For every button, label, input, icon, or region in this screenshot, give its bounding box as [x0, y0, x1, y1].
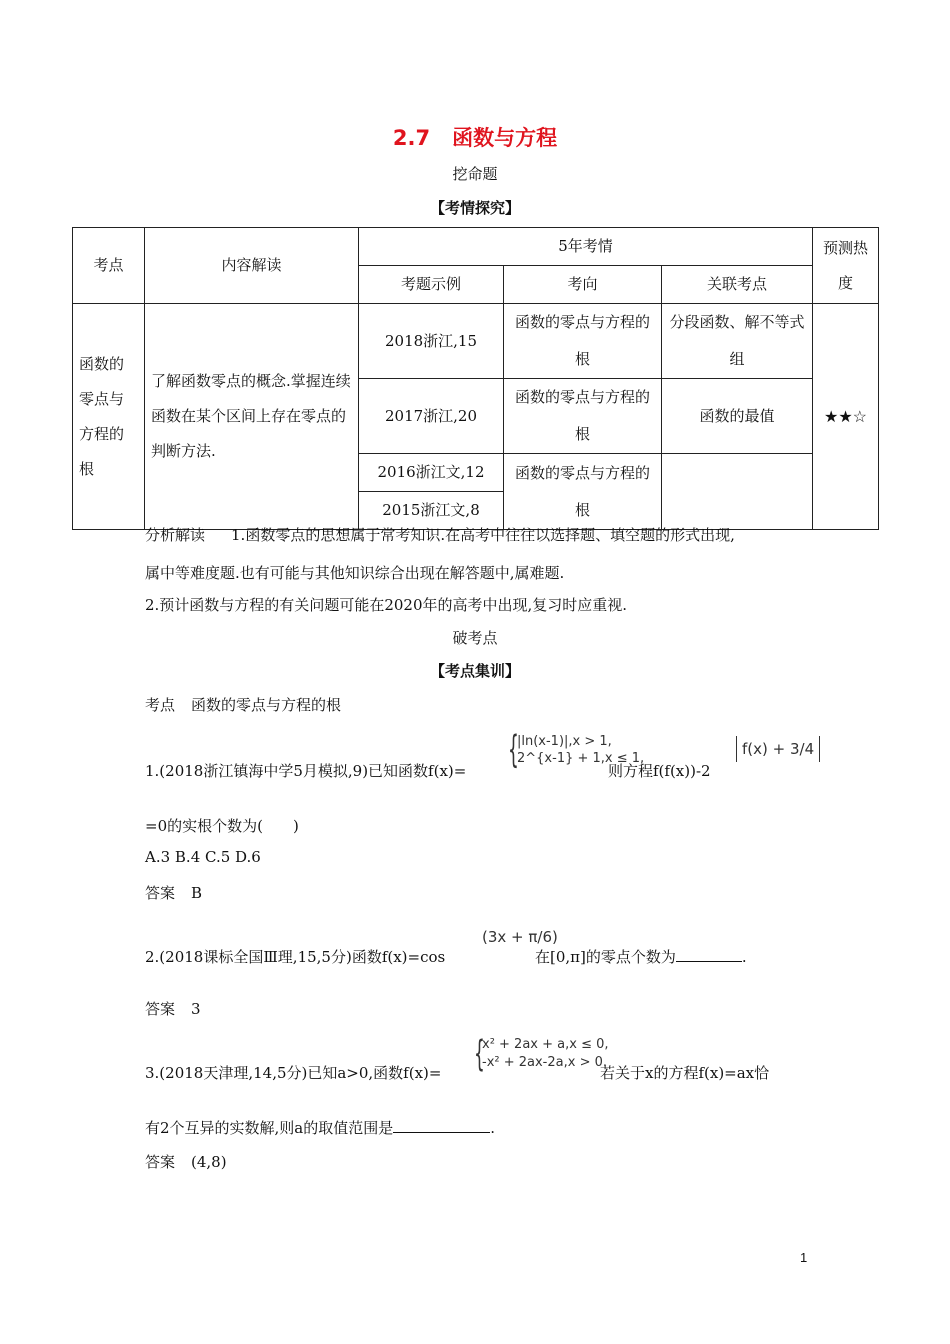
cell-kaoxiang-3: 函数的零点与方程的根 — [504, 454, 662, 530]
page-title — [0, 122, 950, 152]
q2-blank — [676, 947, 742, 962]
q3-answer — [145, 1151, 227, 1172]
q2-stem-pre: 2.(2018课标全国Ⅲ理,15,5分)函数f(x)=cos — [145, 948, 446, 966]
cell-neirong: 了解函数零点的概念.掌握连续函数在某个区间上存在零点的判断方法. — [145, 304, 359, 530]
q3-brace: { — [474, 1034, 485, 1076]
cell-kaoxiang-2: 函数的零点与方程的根 — [504, 379, 662, 454]
q2-answer-label: 答案 — [145, 1000, 176, 1018]
q2-stem-post-text: 在[0,π]的零点个数为 — [535, 948, 676, 966]
header-5nian: 5年考情 — [359, 228, 813, 266]
title-number: 2.7 — [392, 126, 431, 150]
analysis-label: 分析解读 — [145, 526, 206, 544]
kaodian-label: 考点 — [145, 696, 176, 714]
analysis-line-3: 2.预计函数与方程的有关问题可能在2020年的高考中出现,复习时应重视. — [145, 596, 628, 614]
kaodian-line — [145, 694, 341, 715]
q3-stem-post: 若关于x的方程f(x)=ax恰 — [600, 1064, 770, 1082]
page-number: 1 — [800, 1250, 808, 1265]
kaodian-text: 函数的零点与方程的根 — [191, 696, 342, 714]
q1-stem-line2: =0的实根个数为( ) — [145, 817, 299, 835]
q3-answer-label: 答案 — [145, 1153, 176, 1171]
q1-answer-value: B — [191, 884, 203, 902]
q2-stem-end: . — [741, 948, 747, 966]
q1-case-2: 2^{x-1} + 1,x ≤ 1, — [517, 751, 645, 766]
title-text: 函数与方程 — [452, 126, 558, 150]
q3-piecewise — [482, 1036, 609, 1072]
cell-shili-1: 2018浙江,15 — [359, 304, 504, 379]
cell-guanlian-1: 分段函数、解不等式组 — [662, 304, 813, 379]
cell-guanlian-3 — [662, 454, 813, 530]
header-kaodian: 考点 — [73, 228, 145, 304]
bracket-heading-kaoqing: 【考情探究】 — [429, 199, 520, 217]
cell-shili-4: 2015浙江文,8 — [359, 492, 504, 530]
q3-stem-pre: 3.(2018天津理,14,5分)已知a>0,函数f(x)= — [145, 1064, 442, 1082]
q2-stem-post — [535, 946, 747, 967]
q2-stem — [145, 946, 445, 967]
analysis-line-2: 属中等难度题.也有可能与其他知识综合出现在解答题中,属难题. — [145, 564, 565, 582]
q3-stem-line2-text: 有2个互异的实数解,则a的取值范围是 — [145, 1119, 394, 1137]
cell-kaodian: 函数的零点与方程的根 — [73, 304, 145, 530]
q1-answer-label: 答案 — [145, 884, 176, 902]
header-neirong: 内容解读 — [145, 228, 359, 304]
header-kaoxiang: 考向 — [504, 266, 662, 304]
q3-case-1: x² + 2ax + a,x ≤ 0, — [482, 1037, 609, 1052]
q3-answer-value: (4,8) — [191, 1153, 227, 1171]
q3-blank — [393, 1118, 490, 1133]
q3-stem-end: . — [490, 1119, 496, 1137]
header-shili: 考题示例 — [359, 266, 504, 304]
q1-brace: { — [508, 729, 519, 773]
analysis-line-1 — [145, 524, 735, 545]
q1-answer — [145, 882, 202, 903]
q1-stem-mid: 则方程f(f(x))-2 — [608, 762, 711, 780]
section-heading-wamingti: 挖命题 — [452, 165, 498, 183]
cell-guanlian-2: 函数的最值 — [662, 379, 813, 454]
q2-answer — [145, 998, 201, 1019]
kaoqing-table — [72, 227, 879, 530]
bracket-heading-jixun: 【考点集训】 — [429, 662, 520, 680]
analysis-text-1: 1.函数零点的思想属于常考知识.在高考中往往以选择题、填空题的形式出现, — [231, 526, 735, 544]
q2-expr: (3x + π/6) — [482, 928, 558, 946]
cell-stars: ★★☆ — [813, 304, 879, 530]
cell-kaoxiang-1: 函数的零点与方程的根 — [504, 304, 662, 379]
q1-options: A.3 B.4 C.5 D.6 — [145, 848, 261, 866]
q3-stem-line2 — [145, 1117, 495, 1138]
q1-case-1: |ln(x-1)|,x > 1, — [517, 734, 612, 749]
section-heading-pokaodian: 破考点 — [452, 629, 498, 647]
q3-case-2: -x² + 2ax-2a,x > 0. — [482, 1055, 607, 1070]
header-yuce: 预测热度 — [813, 228, 879, 304]
q1-bracket-expr: f(x) + 3/4 — [736, 736, 820, 762]
cell-shili-3: 2016浙江文,12 — [359, 454, 504, 492]
cell-shili-2: 2017浙江,20 — [359, 379, 504, 454]
header-guanlian: 关联考点 — [662, 266, 813, 304]
q2-answer-value: 3 — [191, 1000, 201, 1018]
q1-stem-pre: 1.(2018浙江镇海中学5月模拟,9)已知函数f(x)= — [145, 762, 467, 780]
q2-expr-text: 3x + π/6 — [487, 928, 553, 946]
